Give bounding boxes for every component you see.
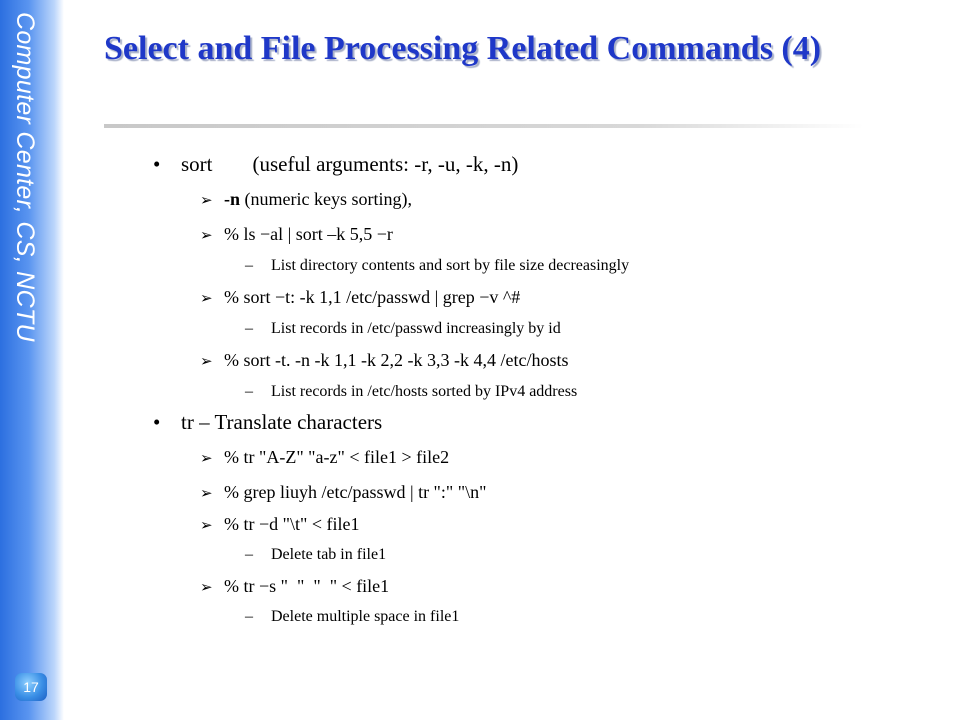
sub-item-description: – Delete tab in file1: [245, 546, 387, 563]
arrow-bullet-icon: ➢: [200, 516, 213, 534]
arrow-bullet-icon: ➢: [200, 484, 213, 502]
arrow-bullet-icon: ➢: [200, 449, 213, 467]
dash-bullet-icon: –: [245, 383, 253, 400]
arrow-bullet-icon: ➢: [200, 226, 213, 244]
slide-title: Select and File Processing Related Commands (4): [104, 30, 822, 67]
page-number-badge: 17: [15, 673, 47, 701]
sub-item: [200, 224, 393, 245]
sub-item-text: (numeric keys sorting),: [240, 189, 412, 209]
bullet-head: tr – Translate characters: [181, 410, 383, 434]
sidebar-band: [0, 0, 64, 720]
sub-item: [200, 482, 486, 503]
sub-item-text: % tr −s " " " " < file1: [224, 576, 390, 596]
sub-item: [200, 447, 449, 468]
sub-item-text: % sort -t. -n -k 1,1 -k 2,2 -k 3,3 -k 4,4 /etc/hosts: [224, 350, 569, 370]
sub-item-description: – List records in /etc/passwd increasingly by id: [245, 320, 561, 337]
sub-item-text: % tr "A-Z" "a-z" < file1 > file2: [224, 447, 450, 467]
sub-item-description: – Delete multiple space in file1: [245, 608, 460, 625]
flag-text: -n: [224, 189, 241, 209]
sub-item: [200, 350, 568, 371]
sub-item: [200, 514, 359, 535]
bullet-dot-icon: •: [153, 152, 161, 176]
sub-item: [200, 576, 389, 597]
arrow-bullet-icon: ➢: [200, 191, 213, 209]
dash-bullet-icon: –: [245, 546, 253, 563]
arrow-bullet-icon: ➢: [200, 352, 213, 370]
bullet-sort: [153, 152, 518, 177]
sub-item-text: % sort −t: -k 1,1 /etc/passwd | grep −v ^#: [224, 287, 521, 307]
arrow-bullet-icon: ➢: [200, 289, 213, 307]
bullet-dot-icon: •: [153, 410, 161, 434]
bullet-head: sort: [181, 152, 213, 176]
sub-item-text: % tr −d "\t" < file1: [224, 514, 360, 534]
title-divider: [104, 124, 864, 128]
sub-item-description: – List directory contents and sort by file size decreasingly: [245, 257, 630, 274]
sub-item: [200, 189, 412, 210]
dash-bullet-icon: –: [245, 257, 253, 274]
dash-bullet-icon: –: [245, 608, 253, 625]
bullet-tr: [153, 410, 382, 435]
dash-bullet-icon: –: [245, 320, 253, 337]
sub-item: [200, 287, 520, 308]
sub-item-text: % grep liuyh /etc/passwd | tr ":" "\n": [224, 482, 487, 502]
sub-item-text: % ls −al | sort –k 5,5 −r: [224, 224, 393, 244]
bullet-head-note: (useful arguments: -r, -u, -k, -n): [252, 152, 519, 176]
organization-label: Computer Center, CS, NCTU: [11, 12, 39, 342]
arrow-bullet-icon: ➢: [200, 578, 213, 596]
sub-item-description: – List records in /etc/hosts sorted by IPv4 address: [245, 383, 578, 400]
